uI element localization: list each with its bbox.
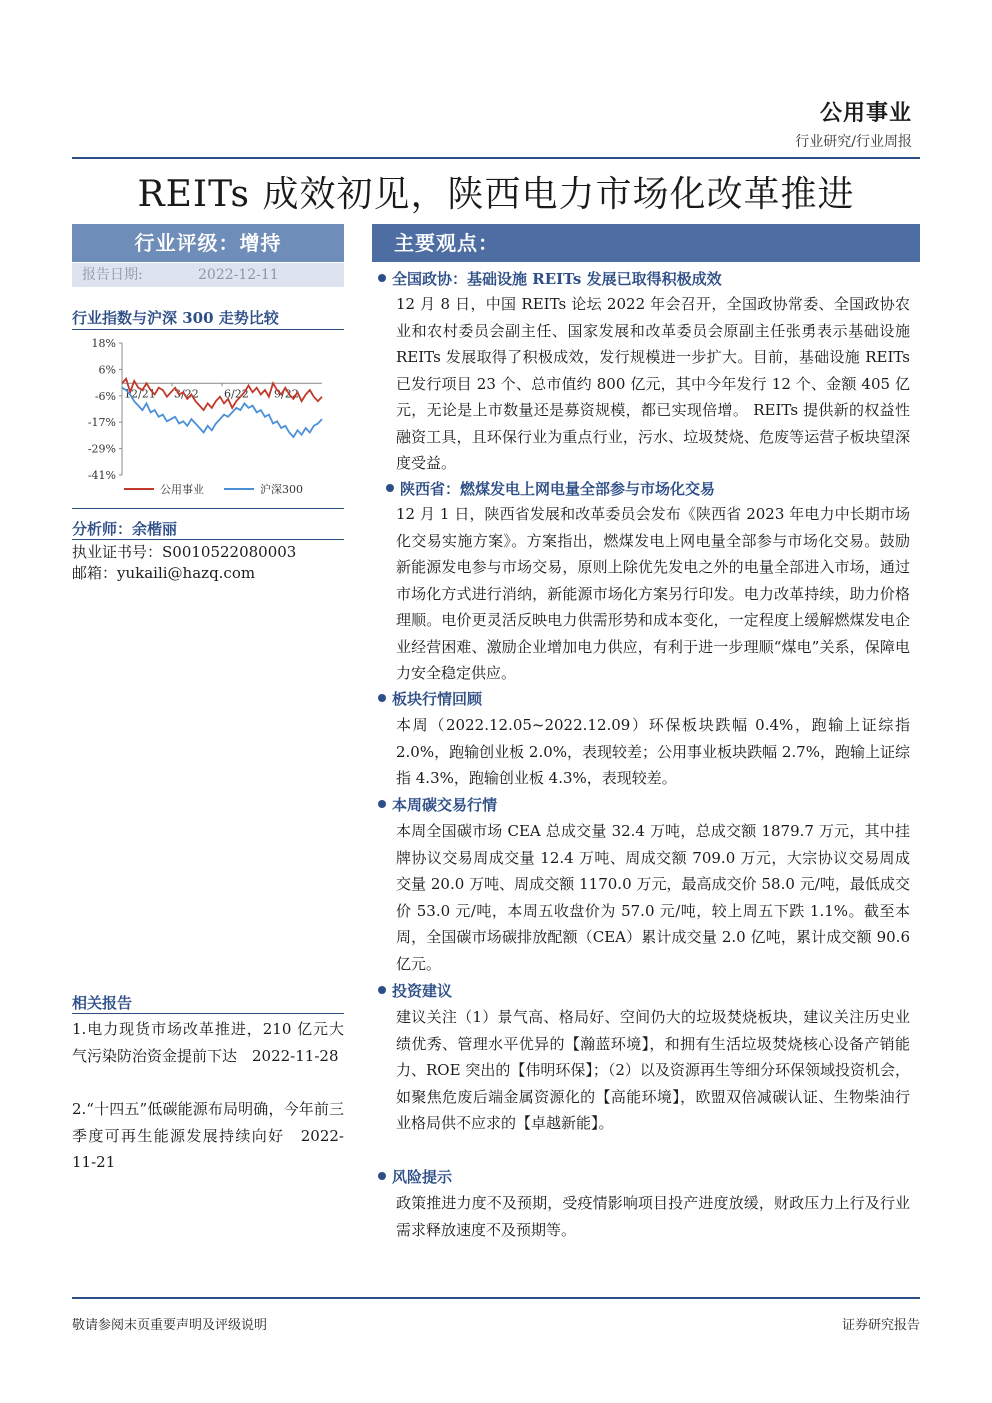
section-text-2: 12 月 1 日，陕西省发展和改革委员会发布《陕西省 2023 年电力中长期市场化交易实施方案》。方案指出，燃煤发电上网电量全部参与市场化交易。鼓励新能源发电参与市场交易，原则上除优先发电之外的电量全部进入市场，通过市场化方式进行消纳，新能源市场化方案另行印发。电力改革持续，助力价格理顺。电价更灵活反映电力供需形势和成本变化，一定程度上缓解燃煤发电企业经营困难、激励企业增加电力供应，有利于进一步理顺“煤电”关系，保障电力安全稳定供应。 [396, 505, 910, 682]
chart-title: 行业指数与沪深 300 走势比较 [72, 309, 279, 327]
analyst-email: 邮箱：yukaili@hazq.com [72, 564, 256, 582]
section-title-5: 投资建议 [378, 980, 452, 1001]
section-text-3: 本周（2022.12.05~2022.12.09）环保板块跌幅 0.4%，跑输上证综指 2.0%，跑输创业板 2.0%，表现较差；公用事业板块跌幅 2.7%，跑输上证综指 4.3%，跑输创业板 4.3%，表现较差。 [396, 716, 910, 787]
related-report-1[interactable]: 1.电力现货市场改革推进，210 亿元大气污染防治资金提前下达 2022-11-28 [72, 1020, 344, 1065]
legend-label-2: 沪深300 [260, 483, 303, 496]
bullet-icon [378, 694, 386, 702]
y-tick-label: 6% [98, 363, 116, 377]
section-title-6: 风险提示 [378, 1166, 452, 1187]
analyst-title: 分析师：余楷丽 [72, 520, 178, 538]
industry-rating: 行业评级：增持 [72, 224, 344, 262]
footer-disclaimer: 敬请参阅末页重要声明及评级说明 [72, 1318, 268, 1333]
chart-title-rule [72, 329, 344, 330]
x-tick-label: 9/22 [274, 387, 299, 401]
analyst-rule [72, 539, 344, 540]
chart-bottom-rule [72, 508, 344, 509]
report-date-label: 报告日期: [82, 267, 143, 283]
trend-chart-svg [72, 333, 344, 503]
analyst-cert: 执业证书号：S0010522080003 [72, 543, 297, 561]
header-rule [72, 157, 920, 159]
section-title-2: 陕西省：燃煤发电上网电量全部参与市场化交易 [386, 478, 715, 499]
y-tick-label: -17% [87, 416, 116, 430]
y-tick-label: 18% [91, 337, 116, 350]
related-rule [72, 1013, 344, 1014]
report-type: 行业研究/行业周报 [795, 134, 912, 150]
x-tick-label: 3/22 [174, 387, 199, 401]
y-tick-label: -41% [87, 469, 116, 482]
section-text-1: 12 月 8 日，中国 REITs 论坛 2022 年会召开，全国政协常委、全国政协农业和农村委员会副主任、国家发展和改革委员会原副主任张勇表示基础设施 REITs 发展取得了积极成效，发行规模进一步扩大。目前，基础设施 REITs 已发行项目 23 个、总市值约 800 亿元，其中今年发行 12 个、金额 405 亿元，无论是上市数量还是募资规模，都已实现倍增。 REITs 提供新的权益性融资工具，且环保行业为重点行业，污水、垃圾焚烧、危废等运营子板块望深度受益。 [396, 295, 910, 472]
footer-rule [72, 1297, 920, 1299]
section-title-3: 板块行情回顾 [378, 688, 482, 709]
legend-label-1: 公用事业 [160, 483, 204, 496]
report-date [72, 263, 344, 287]
trend-chart [72, 333, 344, 503]
section-title-4: 本周碳交易行情 [378, 794, 497, 815]
section-title-1: 全国政协：基础设施 REITs 发展已取得积极成效 [378, 268, 722, 289]
section-text-5: 建议关注（1）景气高、格局好、空间仍大的垃圾焚烧板块，建议关注历史业绩优秀、管理水平优异的【瀚蓝环境】，和拥有生活垃圾焚烧核心设备产销能力、ROE 突出的【伟明环保】；（2）以及资源再生等细分环保领域投资机会，如聚焦危废后端金属资源化的【高能环境】，欧盟双倍减碳认证、生物柴油行业格局供不应求的【卓越新能】。 [396, 1008, 910, 1132]
related-report-2[interactable]: 2.“十四五”低碳能源布局明确，今年前三季度可再生能源发展持续向好 2022-11-21 [72, 1100, 344, 1171]
sector-title: 公用事业 [819, 100, 912, 126]
related-title: 相关报告 [72, 994, 133, 1012]
report-date-value: 2022-12-11 [198, 267, 279, 283]
x-tick-label: 12/21 [124, 387, 156, 401]
bullet-icon [378, 800, 386, 808]
section-text-4: 本周全国碳市场 CEA 总成交量 32.4 万吨，总成交额 1879.7 万元，其中挂牌协议交易周成交量 12.4 万吨、周成交额 709.0 万元，大宗协议交易周成交量 20.0 万吨、周成交额 1170.0 万元，最高成交价 58.0 元/吨，最低成交价 53.0 元/吨，本周五收盘价为 57.0 元/吨，较上周五下跌 1.1%。截至本周，全国碳市场碳排放配额（CEA）累计成交量 2.0 亿吨，累计成交额 90.6 亿元。 [396, 822, 910, 973]
main-points-label: 主要观点： [394, 231, 499, 255]
bullet-icon [378, 274, 386, 282]
footer-report-type: 证券研究报告 [841, 1318, 920, 1333]
bullet-icon [378, 1172, 386, 1180]
report-title: REITs 成效初见，陕西电力市场化改革推进 [137, 174, 855, 215]
x-tick-label: 6/22 [224, 387, 249, 401]
y-tick-label: -29% [87, 442, 116, 456]
main-points-header [372, 224, 920, 262]
section-text-6: 政策推进力度不及预期，受疫情影响项目投产进度放缓，财政压力上行及行业需求释放速度不及预期等。 [396, 1194, 910, 1239]
bullet-icon [386, 484, 394, 492]
y-tick-label: -6% [94, 389, 116, 403]
bullet-icon [378, 986, 386, 994]
